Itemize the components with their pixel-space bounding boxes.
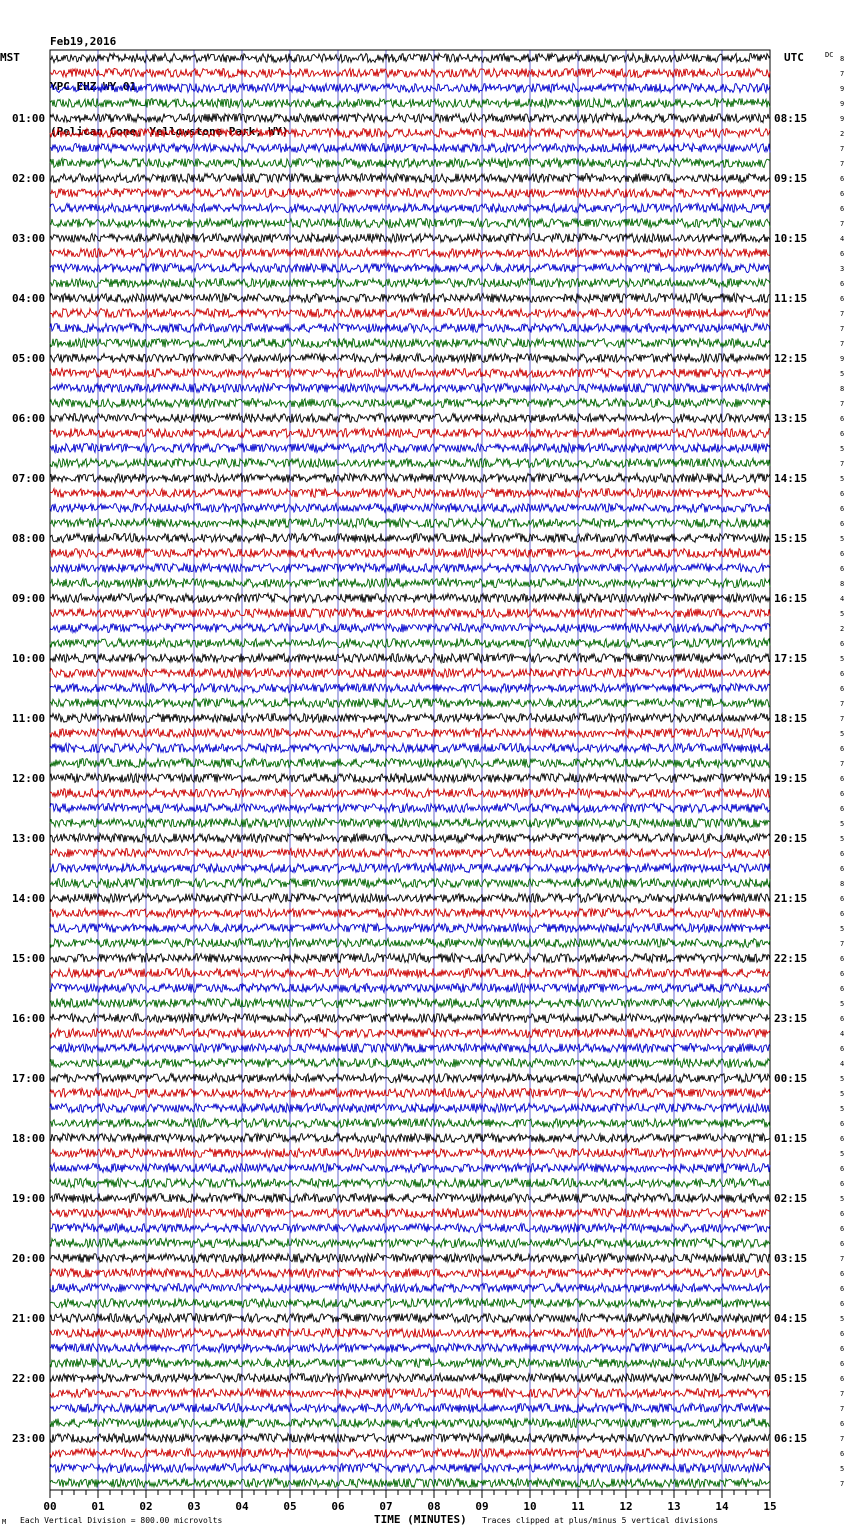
trace-row-86 <box>50 1329 770 1338</box>
dc-offset-value: 5 <box>840 370 845 378</box>
dc-offset-value: 8 <box>840 880 845 888</box>
dc-offset-value: 6 <box>840 550 845 558</box>
dc-offset-value: 6 <box>840 1210 845 1218</box>
dc-offset-value: 6 <box>840 295 845 303</box>
dc-offset-value: 2 <box>840 130 845 138</box>
trace-row-65 <box>50 1014 770 1023</box>
trace-row-22 <box>50 369 770 378</box>
dc-offset-value: 7 <box>840 160 845 168</box>
dc-offset-value: 7 <box>840 310 845 318</box>
trace-row-8 <box>50 159 770 168</box>
dc-offset-value: 5 <box>840 1465 845 1473</box>
trace-row-4 <box>50 99 770 108</box>
dc-offset-value: 6 <box>840 1420 845 1428</box>
x-tick-label: 04 <box>235 1500 249 1513</box>
utc-hour-label: 20:15 <box>774 832 808 845</box>
trace-row-81 <box>50 1254 770 1263</box>
x-tick-label: 14 <box>715 1500 729 1513</box>
trace-row-6 <box>50 129 770 138</box>
trace-row-20 <box>50 339 770 348</box>
trace-row-72 <box>50 1119 770 1128</box>
dc-offset-value: 6 <box>840 1330 845 1338</box>
trace-row-61 <box>50 954 770 963</box>
trace-row-42 <box>50 669 770 678</box>
trace-row-77 <box>50 1194 770 1203</box>
dc-offset-value: 5 <box>840 925 845 933</box>
trace-row-76 <box>50 1179 770 1188</box>
trace-row-56 <box>50 879 770 888</box>
dc-offset-value: 5 <box>840 1195 845 1203</box>
station-label: YPC EHZ WY 01 <box>50 80 137 93</box>
right-zone-label: UTC <box>784 51 804 64</box>
dc-offset-value: 6 <box>840 1375 845 1383</box>
dc-offset-value: 6 <box>840 1225 845 1233</box>
dc-offset-value: 6 <box>840 205 845 213</box>
trace-row-9 <box>50 174 770 183</box>
dc-offset-value: 7 <box>840 1255 845 1263</box>
dc-offset-value: 7 <box>840 1390 845 1398</box>
trace-row-2 <box>50 69 770 78</box>
dc-offset-value: 5 <box>840 610 845 618</box>
dc-offset-value: 5 <box>840 835 845 843</box>
utc-hour-label: 13:15 <box>774 412 808 425</box>
dc-offset-value: 6 <box>840 505 845 513</box>
dc-offset-value: 8 <box>840 580 845 588</box>
trace-row-11 <box>50 204 770 213</box>
trace-row-27 <box>50 444 770 453</box>
trace-rows <box>50 54 770 1488</box>
trace-row-30 <box>50 489 770 498</box>
mst-hour-label: 20:00 <box>12 1252 46 1265</box>
trace-row-15 <box>50 264 770 273</box>
trace-row-67 <box>50 1044 770 1053</box>
dc-offset-value: 7 <box>840 145 845 153</box>
dc-label: DC <box>825 51 834 59</box>
x-tick-label: 00 <box>43 1500 57 1513</box>
trace-row-28 <box>50 459 770 468</box>
trace-row-17 <box>50 294 770 303</box>
mst-hour-label: 09:00 <box>12 592 46 605</box>
mst-hour-label: 04:00 <box>12 292 46 305</box>
trace-row-35 <box>50 564 770 573</box>
utc-hour-label: 12:15 <box>774 352 808 365</box>
trace-row-66 <box>50 1029 770 1038</box>
dc-offset-value: 7 <box>840 1480 845 1488</box>
dc-offset-value: 7 <box>840 760 845 768</box>
mst-hour-label: 17:00 <box>12 1072 46 1085</box>
mst-hour-label: 13:00 <box>12 832 46 845</box>
dc-offset-value: 4 <box>840 235 845 243</box>
utc-hour-label: 09:15 <box>774 172 808 185</box>
trace-row-40 <box>50 639 770 648</box>
dc-offset-value: 5 <box>840 1090 845 1098</box>
trace-row-25 <box>50 414 770 423</box>
dc-offset-value: 9 <box>840 115 845 123</box>
trace-row-59 <box>50 924 770 933</box>
trace-row-51 <box>50 804 770 813</box>
dc-offset-value: 7 <box>840 70 845 78</box>
dc-offset-value: 8 <box>840 385 845 393</box>
dc-offset-value: 4 <box>840 1060 845 1068</box>
dc-offset-value: 6 <box>840 190 845 198</box>
footer-marker: M <box>2 1518 7 1526</box>
mst-hour-label: 12:00 <box>12 772 46 785</box>
dc-offset-value: 6 <box>840 1345 845 1353</box>
trace-row-37 <box>50 594 770 603</box>
mst-hour-label: 21:00 <box>12 1312 46 1325</box>
dc-offset-value: 6 <box>840 910 845 918</box>
time-axis <box>43 1490 776 1513</box>
mst-hour-label: 05:00 <box>12 352 46 365</box>
dc-offset-value: 2 <box>840 625 845 633</box>
dc-offset-value: 9 <box>840 355 845 363</box>
dc-offset-value: 6 <box>840 1180 845 1188</box>
trace-row-1 <box>50 54 770 63</box>
utc-hour-label: 19:15 <box>774 772 808 785</box>
trace-row-46 <box>50 729 770 738</box>
utc-hour-label: 22:15 <box>774 952 808 965</box>
trace-row-48 <box>50 759 770 768</box>
dc-offset-value: 8 <box>840 55 845 63</box>
dc-offset-value: 7 <box>840 220 845 228</box>
utc-hour-label: 06:15 <box>774 1432 808 1445</box>
trace-row-62 <box>50 969 770 978</box>
dc-offset-value: 5 <box>840 820 845 828</box>
dc-offset-value: 6 <box>840 745 845 753</box>
mst-hour-label: 19:00 <box>12 1192 46 1205</box>
utc-hour-label: 18:15 <box>774 712 808 725</box>
dc-offset-value: 6 <box>840 640 845 648</box>
dc-offset-value: 7 <box>840 325 845 333</box>
utc-hour-label: 04:15 <box>774 1312 808 1325</box>
dc-offset-value: 9 <box>840 100 845 108</box>
dc-offset-value: 6 <box>840 805 845 813</box>
utc-hour-label: 08:15 <box>774 112 808 125</box>
dc-offset-value: 6 <box>840 865 845 873</box>
dc-offset-value: 6 <box>840 565 845 573</box>
x-tick-label: 15 <box>763 1500 777 1513</box>
dc-offset-value: 5 <box>840 475 845 483</box>
trace-row-45 <box>50 714 770 723</box>
trace-row-74 <box>50 1149 770 1158</box>
dc-offset-value: 5 <box>840 1000 845 1008</box>
utc-hour-label: 01:15 <box>774 1132 808 1145</box>
mst-hour-label: 11:00 <box>12 712 46 725</box>
utc-hour-label: 17:15 <box>774 652 808 665</box>
dc-offset-value: 6 <box>840 490 845 498</box>
dc-offset-value: 5 <box>840 1150 845 1158</box>
mst-hour-label: 06:00 <box>12 412 46 425</box>
dc-offset-value: 7 <box>840 340 845 348</box>
dc-offset-value: 5 <box>840 445 845 453</box>
dc-offset-value: 6 <box>840 1360 845 1368</box>
dc-offset-value: 6 <box>840 175 845 183</box>
dc-offset-value: 5 <box>840 1105 845 1113</box>
dc-offset-values <box>840 55 844 1488</box>
mst-hour-label: 10:00 <box>12 652 46 665</box>
dc-offset-value: 4 <box>840 595 845 603</box>
dc-offset-value: 6 <box>840 1285 845 1293</box>
dc-offset-value: 6 <box>840 1300 845 1308</box>
trace-row-7 <box>50 144 770 153</box>
location-label: (Pelican Cone, Yellowstone Park, WY) <box>50 125 289 138</box>
utc-hour-label: 10:15 <box>774 232 808 245</box>
trace-row-92 <box>50 1419 770 1428</box>
dc-offset-value: 7 <box>840 1435 845 1443</box>
utc-hour-label: 14:15 <box>774 472 808 485</box>
left-zone-label: MST <box>0 51 20 64</box>
dc-offset-value: 9 <box>840 85 845 93</box>
dc-offset-value: 6 <box>840 1165 845 1173</box>
mst-hour-label: 18:00 <box>12 1132 46 1145</box>
dc-offset-value: 6 <box>840 1270 845 1278</box>
dc-offset-value: 5 <box>840 730 845 738</box>
dc-offset-value: 6 <box>840 790 845 798</box>
trace-row-13 <box>50 234 770 243</box>
trace-row-84 <box>50 1299 770 1308</box>
dc-offset-value: 6 <box>840 1045 845 1053</box>
trace-row-41 <box>50 654 770 663</box>
x-tick-label: 05 <box>283 1500 297 1513</box>
utc-hour-label: 23:15 <box>774 1012 808 1025</box>
trace-row-94 <box>50 1449 770 1458</box>
trace-row-55 <box>50 864 770 873</box>
mst-hour-labels <box>12 112 45 1445</box>
utc-hour-label: 03:15 <box>774 1252 808 1265</box>
dc-offset-value: 4 <box>840 1030 845 1038</box>
trace-row-73 <box>50 1134 770 1143</box>
trace-row-44 <box>50 699 770 708</box>
trace-row-79 <box>50 1224 770 1233</box>
trace-row-80 <box>50 1239 770 1248</box>
dc-offset-value: 6 <box>840 1240 845 1248</box>
x-tick-label: 07 <box>379 1500 393 1513</box>
dc-offset-value: 7 <box>840 460 845 468</box>
utc-hour-label: 00:15 <box>774 1072 808 1085</box>
trace-row-82 <box>50 1269 770 1278</box>
trace-row-47 <box>50 744 770 753</box>
trace-row-23 <box>50 384 770 393</box>
trace-row-26 <box>50 429 770 438</box>
mst-hour-label: 02:00 <box>12 172 46 185</box>
axis-title: TIME (MINUTES) <box>374 1513 467 1526</box>
x-tick-label: 06 <box>331 1500 345 1513</box>
dc-offset-value: 6 <box>840 415 845 423</box>
trace-row-38 <box>50 609 770 618</box>
scale-note: Each Vertical Division = 800.00 microvolts <box>20 1516 223 1525</box>
trace-row-93 <box>50 1434 770 1443</box>
utc-hour-labels <box>774 112 807 1445</box>
dc-offset-value: 6 <box>840 970 845 978</box>
dc-offset-value: 7 <box>840 400 845 408</box>
mst-hour-label: 01:00 <box>12 112 46 125</box>
date-label: Feb19,2016 <box>50 35 117 48</box>
trace-row-68 <box>50 1059 770 1068</box>
trace-row-52 <box>50 819 770 828</box>
clip-note: Traces clipped at plus/minus 5 vertical divisions <box>482 1516 719 1525</box>
trace-row-90 <box>50 1389 770 1398</box>
dc-offset-value: 6 <box>840 520 845 528</box>
utc-hour-label: 15:15 <box>774 532 808 545</box>
trace-row-85 <box>50 1314 770 1323</box>
mst-hour-label: 23:00 <box>12 1432 46 1445</box>
trace-row-31 <box>50 504 770 513</box>
dc-offset-value: 6 <box>840 1015 845 1023</box>
x-tick-label: 11 <box>571 1500 585 1513</box>
dc-offset-value: 6 <box>840 1135 845 1143</box>
trace-row-70 <box>50 1089 770 1098</box>
dc-offset-value: 6 <box>840 850 845 858</box>
utc-hour-label: 16:15 <box>774 592 808 605</box>
trace-row-71 <box>50 1104 770 1113</box>
trace-row-88 <box>50 1359 770 1368</box>
trace-row-33 <box>50 534 770 543</box>
x-tick-label: 02 <box>139 1500 153 1513</box>
dc-offset-value: 3 <box>840 265 845 273</box>
mst-hour-label: 14:00 <box>12 892 46 905</box>
dc-offset-value: 5 <box>840 655 845 663</box>
trace-row-96 <box>50 1479 770 1488</box>
dc-offset-value: 5 <box>840 1315 845 1323</box>
trace-row-10 <box>50 189 770 198</box>
utc-hour-label: 02:15 <box>774 1192 808 1205</box>
x-tick-label: 12 <box>619 1500 633 1513</box>
trace-row-16 <box>50 279 770 288</box>
trace-row-75 <box>50 1164 770 1173</box>
trace-row-83 <box>50 1284 770 1293</box>
utc-hour-label: 21:15 <box>774 892 808 905</box>
mst-hour-label: 08:00 <box>12 532 46 545</box>
mst-hour-label: 15:00 <box>12 952 46 965</box>
x-tick-label: 08 <box>427 1500 441 1513</box>
trace-row-12 <box>50 219 770 228</box>
dc-offset-value: 6 <box>840 430 845 438</box>
trace-row-32 <box>50 519 770 528</box>
x-tick-label: 03 <box>187 1500 201 1513</box>
trace-row-53 <box>50 834 770 843</box>
trace-row-29 <box>50 474 770 483</box>
trace-row-60 <box>50 939 770 948</box>
dc-offset-value: 5 <box>840 535 845 543</box>
trace-row-39 <box>50 624 770 633</box>
trace-row-18 <box>50 309 770 318</box>
mst-hour-label: 16:00 <box>12 1012 46 1025</box>
mst-hour-label: 03:00 <box>12 232 46 245</box>
trace-row-87 <box>50 1344 770 1353</box>
utc-hour-label: 11:15 <box>774 292 808 305</box>
dc-offset-value: 6 <box>840 985 845 993</box>
dc-offset-value: 7 <box>840 1405 845 1413</box>
trace-row-78 <box>50 1209 770 1218</box>
dc-offset-value: 6 <box>840 685 845 693</box>
trace-row-89 <box>50 1374 770 1383</box>
dc-offset-value: 6 <box>840 955 845 963</box>
dc-offset-value: 6 <box>840 1450 845 1458</box>
trace-row-54 <box>50 849 770 858</box>
dc-offset-value: 5 <box>840 1075 845 1083</box>
trace-row-5 <box>50 114 770 123</box>
dc-offset-value: 6 <box>840 280 845 288</box>
dc-offset-value: 6 <box>840 250 845 258</box>
dc-offset-value: 6 <box>840 670 845 678</box>
trace-row-19 <box>50 324 770 333</box>
trace-row-69 <box>50 1074 770 1083</box>
trace-row-36 <box>50 579 770 588</box>
dc-offset-value: 6 <box>840 775 845 783</box>
trace-row-63 <box>50 984 770 993</box>
trace-row-43 <box>50 684 770 693</box>
dc-offset-value: 7 <box>840 715 845 723</box>
trace-row-91 <box>50 1404 770 1413</box>
trace-row-34 <box>50 549 770 558</box>
dc-offset-value: 7 <box>840 940 845 948</box>
trace-row-58 <box>50 909 770 918</box>
dc-offset-value: 6 <box>840 1120 845 1128</box>
dc-offset-value: 6 <box>840 895 845 903</box>
mst-hour-label: 22:00 <box>12 1372 46 1385</box>
dc-offset-value: 7 <box>840 700 845 708</box>
utc-hour-label: 05:15 <box>774 1372 808 1385</box>
trace-row-3 <box>50 84 770 93</box>
x-tick-label: 13 <box>667 1500 681 1513</box>
trace-row-14 <box>50 249 770 258</box>
x-tick-label: 09 <box>475 1500 489 1513</box>
x-tick-label: 01 <box>91 1500 105 1513</box>
mst-hour-label: 07:00 <box>12 472 46 485</box>
trace-row-21 <box>50 354 770 363</box>
trace-row-49 <box>50 774 770 783</box>
trace-row-50 <box>50 789 770 798</box>
trace-row-95 <box>50 1464 770 1473</box>
trace-row-24 <box>50 399 770 408</box>
trace-row-57 <box>50 894 770 903</box>
trace-row-64 <box>50 999 770 1008</box>
x-tick-label: 10 <box>523 1500 537 1513</box>
